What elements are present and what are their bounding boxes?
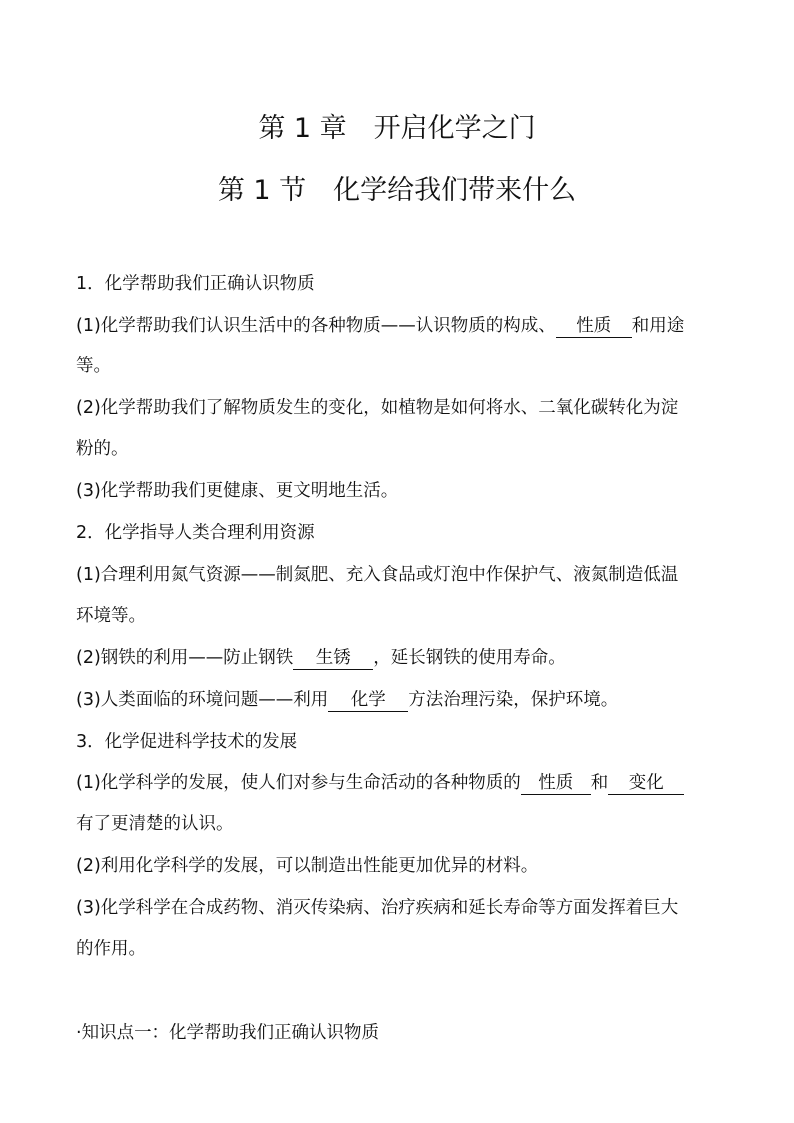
paragraph-2-1-line1: (1)合理利用氮气资源——制氮肥、充入食品或灯泡中作保护气、液氮制造低温 xyxy=(76,565,679,585)
fill-blank-answer: 性质 xyxy=(556,315,632,338)
paragraph-3-3-line2: 的作用。 xyxy=(76,939,146,959)
paragraph-text: (3)人类面临的环境问题——利用 xyxy=(76,690,329,710)
heading-3: 3．化学促进科学技术的发展 xyxy=(76,732,298,752)
paragraph-text: 方法治理污染，保护环境。 xyxy=(408,690,619,710)
paragraph-1-2-line2: 粉的。 xyxy=(76,439,129,459)
paragraph-2-2 xyxy=(76,646,721,670)
chapter-title: 第 1 章 开启化学之门 xyxy=(258,113,536,144)
section-title: 第 1 节 化学给我们带来什么 xyxy=(217,175,577,206)
paragraph-1-2-line1: (2)化学帮助我们了解物质发生的变化，如植物是如何将水、二氧化碳转化为淀 xyxy=(76,398,679,418)
heading-2: 2．化学指导人类合理利用资源 xyxy=(76,523,315,543)
paragraph-3-1-cont: 有了更清楚的认识。 xyxy=(76,814,234,834)
paragraph-text: (1)化学帮助我们认识生活中的各种物质——认识物质的构成、 xyxy=(76,316,556,336)
fill-blank-answer: 生锈 xyxy=(293,647,373,670)
paragraph-text: (2)钢铁的利用——防止钢铁 xyxy=(76,648,294,668)
heading-1: 1．化学帮助我们正确认识物质 xyxy=(76,274,315,294)
fill-blank-answer: 化学 xyxy=(328,689,408,712)
paragraph-2-3 xyxy=(76,688,721,712)
knowledge-point-heading: ·知识点一：化学帮助我们正确认识物质 xyxy=(76,1023,380,1043)
paragraph-1-1-cont: 等。 xyxy=(76,356,111,376)
paragraph-text: ，延长钢铁的使用寿命。 xyxy=(373,648,566,668)
paragraph-3-2: (2)利用化学科学的发展，可以制造出性能更加优异的材料。 xyxy=(76,856,539,876)
paragraph-text: 和 xyxy=(590,773,609,793)
fill-blank-answer: 变化 xyxy=(608,772,684,795)
paragraph-3-3-line1: (3)化学科学在合成药物、消灭传染病、治疗疾病和延长寿命等方面发挥着巨大 xyxy=(76,898,679,918)
paragraph-text: 和用途 xyxy=(631,316,685,336)
paragraph-1-3: (3)化学帮助我们更健康、更文明地生活。 xyxy=(76,481,399,501)
paragraph-2-1-line2: 环境等。 xyxy=(76,606,146,626)
paragraph-text: (1)化学科学的发展，使人们对参与生命活动的各种物质的 xyxy=(76,773,521,793)
fill-blank-answer: 性质 xyxy=(521,772,591,795)
paragraph-3-1 xyxy=(76,771,721,795)
paragraph-1-1 xyxy=(76,314,721,338)
